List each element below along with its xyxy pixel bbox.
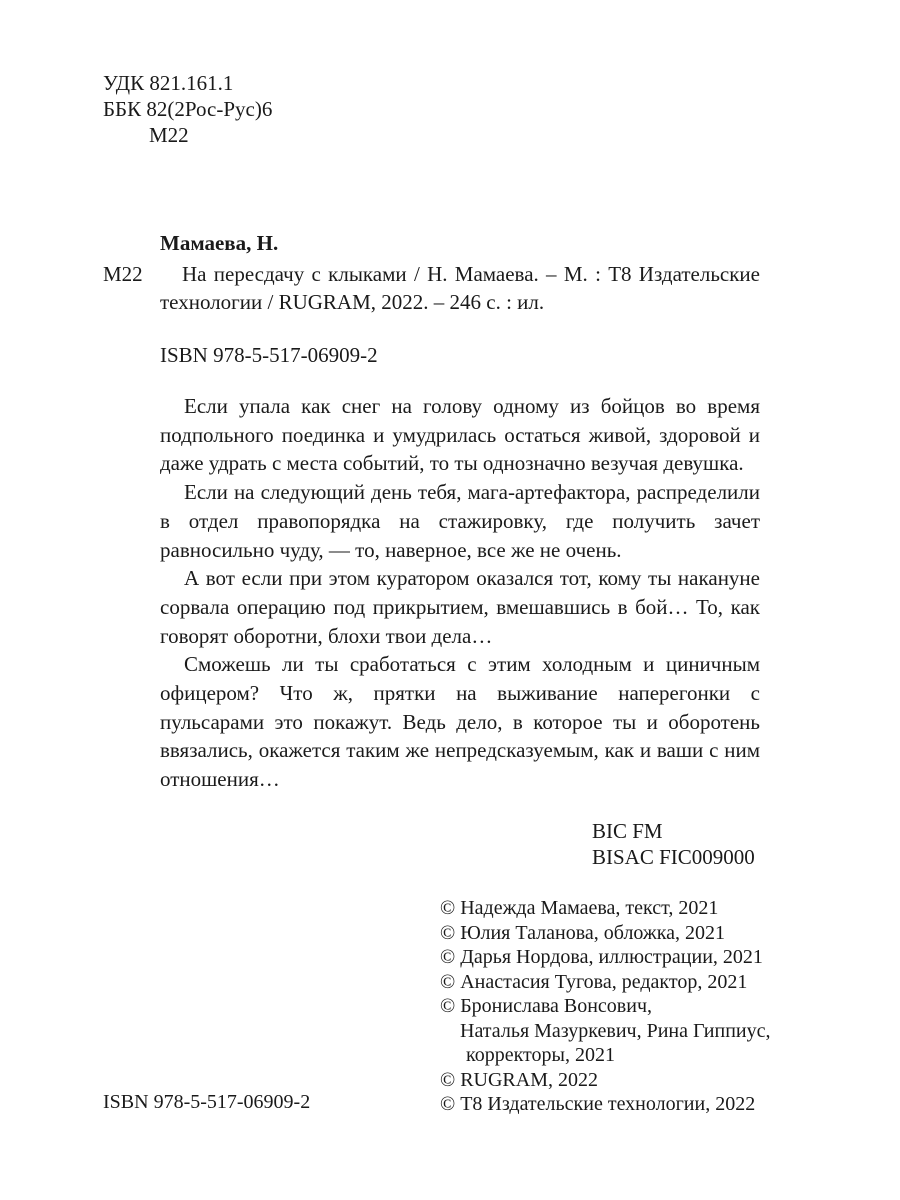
record-author-mark: М22: [103, 262, 143, 286]
annotation-paragraph: Сможешь ли ты сработаться с этим холодным и циничным офицером? Что ж, прятки на выживание наперегонки с пульсарами это покажут. Ведь дело, в которое ты и оборотень ввязались, окажется таким же непредсказуемым, как и ваши с ним отношения…: [160, 652, 760, 792]
record-isbn: ISBN 978-5-517-06909-2: [160, 343, 378, 367]
classification-block: [103, 70, 272, 148]
copyright-line: Наталья Мазуркевич, Рина Гиппиус,: [460, 1019, 771, 1042]
udk-code: УДК 821.161.1: [103, 71, 234, 95]
record-author: Мамаева, Н.: [160, 231, 279, 255]
copyright-line: © RUGRAM, 2022: [440, 1068, 598, 1091]
annotation-paragraph: А вот если при этом куратором оказался тот, кому ты накануне сорвала операцию под прикрытием, вмешавшись в бой… То, как говорят оборотни, блохи твои дела…: [160, 566, 760, 648]
copyright-block: [440, 896, 770, 1117]
description-line-1: На пересдачу с клыками / Н. Мамаева. – М. : Т8 Издательские: [182, 262, 760, 286]
subject-codes: [592, 818, 755, 870]
copyright-line: © Бронислава Вонсович,: [440, 995, 653, 1017]
copyright-line: © Т8 Издательские технологии, 2022: [440, 1093, 756, 1115]
annotation-paragraph: Если упала как снег на голову одному из бойцов во время подпольного поединка и умудрилась остаться живой, здоровой и даже удрать с места событий, то ты однозначно везучая девушка.: [160, 394, 760, 476]
copyright-line: © Дарья Нордова, иллюстрации, 2021: [440, 946, 763, 968]
bibliographic-description: [160, 260, 760, 316]
annotation-paragraph: Если на следующий день тебя, мага-артефактора, распределили в отдел правопорядка на стажировку, где получить зачет равносильно чуду, — то, наверное, все же не очень.: [160, 480, 760, 562]
bic-code: BIC FM: [592, 819, 663, 843]
bbk-code: ББК 82(2Рос-Рус)6: [103, 97, 273, 121]
bisac-code: BISAC FIC009000: [592, 845, 755, 869]
copyright-line: © Надежда Мамаева, текст, 2021: [440, 897, 719, 919]
copyright-line: корректоры, 2021: [466, 1044, 615, 1066]
annotation: [160, 392, 760, 794]
copyright-line: © Анастасия Тугова, редактор, 2021: [440, 970, 748, 993]
copyright-line: © Юлия Таланова, обложка, 2021: [440, 921, 726, 944]
description-line-2: технологии / RUGRAM, 2022. – 246 с. : ил.: [160, 290, 545, 314]
author-mark: М22: [149, 123, 189, 147]
footer-isbn: ISBN 978-5-517-06909-2: [103, 1091, 311, 1113]
